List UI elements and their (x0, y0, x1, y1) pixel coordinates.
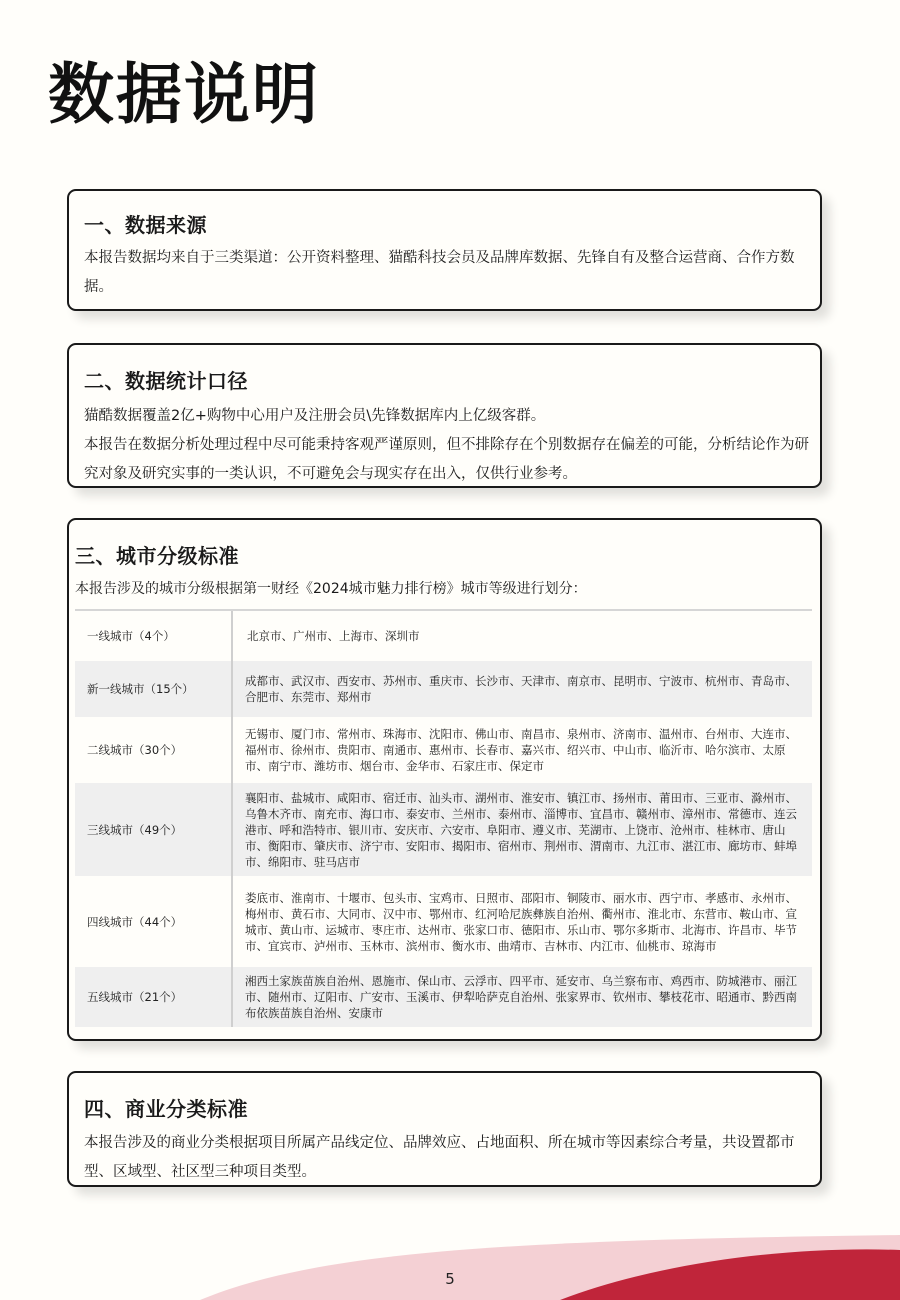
city-tier-table (75, 609, 812, 1027)
tier-name: 一线城市（4个） (87, 629, 175, 643)
page-title: 数据说明 (48, 56, 320, 133)
tier-name: 新一线城市（15个） (87, 682, 194, 696)
tier-cities: 娄底市、淮南市、十堰市、包头市、宝鸡市、日照市、邵阳市、铜陵市、丽水市、西宁市、孝感市、永州市、梅州市、黄石市、大同市、汉中市、鄂州市、红河哈尼族彝族自治州、衢州市、淮北市、东营市、鞍山市、宣城市、黄山市、运城市、枣庄市、达州市、张家口市、德阳市、乐山市、鄂尔多斯市、北海市、许昌市、毕节市、宜宾市、泸州市、玉林市、滨州市、衡水市、曲靖市、吉林市、内江市、仙桃市、琼海市 (231, 876, 812, 967)
table-row (75, 717, 812, 783)
data-scope-line: 猫酷数据覆盖2亿+购物中心用户及注册会员\先锋数据库内上亿级客群。 (84, 408, 546, 424)
data-source-card (67, 189, 822, 311)
tier-cities: 无锡市、厦门市、常州市、珠海市、沈阳市、佛山市、南昌市、泉州市、济南市、温州市、台州市、大连市、福州市、徐州市、贵阳市、南通市、惠州市、长春市、嘉兴市、绍兴市、中山市、临沂市、哈尔滨市、太原市、南宁市、潍坊市、烟台市、金华市、石家庄市、保定市 (231, 717, 812, 783)
city-tier-intro: 本报告涉及的城市分级根据第一财经《2024城市魅力排行榜》城市等级进行划分： (75, 581, 587, 597)
tier-cities: 北京市、广州市、上海市、深圳市 (231, 611, 812, 661)
data-scope-heading: 二、数据统计口径 (84, 369, 248, 393)
tier-cities: 成都市、武汉市、西安市、苏州市、重庆市、长沙市、天津市、南京市、昆明市、宁波市、杭州市、青岛市、合肥市、东莞市、郑州市 (231, 661, 812, 717)
business-category-card (67, 1071, 822, 1187)
table-row (75, 783, 812, 876)
data-source-body: 本报告数据均来自于三类渠道：公开资料整理、猫酷科技会员及品牌库数据、先锋自有及整合运营商、合作方数据。 (84, 250, 795, 295)
data-scope-line: 本报告在数据分析处理过程中尽可能秉持客观严谨原则，但不排除存在个别数据存在偏差的可能，分析结论作为研究对象及研究实事的一类认识，不可避免会与现实存在出入，仅供行业参考。 (84, 437, 809, 482)
tier-name: 二线城市（30个） (87, 743, 183, 757)
table-row (75, 661, 812, 717)
business-category-body: 本报告涉及的商业分类根据项目所属产品线定位、品牌效应、占地面积、所在城市等因素综合考量，共设置都市型、区域型、社区型三种项目类型。 (84, 1135, 795, 1180)
page-number: 5 (445, 1270, 455, 1288)
table-row (75, 967, 812, 1027)
data-source-heading: 一、数据来源 (84, 213, 207, 237)
city-tier-card (67, 518, 822, 1041)
tier-name: 五线城市（21个） (87, 990, 183, 1004)
city-tier-heading: 三、城市分级标准 (75, 544, 239, 568)
tier-cities: 湘西土家族苗族自治州、恩施市、保山市、云浮市、四平市、延安市、乌兰察布市、鸡西市、防城港市、丽江市、随州市、辽阳市、广安市、玉溪市、伊犁哈萨克自治州、张家界市、钦州市、攀枝花市、昭通市、黔西南布依族苗族自治州、安康市 (231, 967, 812, 1027)
table-row (75, 611, 812, 661)
tier-cities: 襄阳市、盐城市、咸阳市、宿迁市、汕头市、湖州市、淮安市、镇江市、扬州市、莆田市、三亚市、滁州市、乌鲁木齐市、南充市、海口市、泰安市、兰州市、泰州市、淄博市、宜昌市、赣州市、漳州市、常德市、连云港市、呼和浩特市、银川市、安庆市、六安市、阜阳市、遵义市、芜湖市、上饶市、沧州市、桂林市、唐山市、衡阳市、肇庆市、济宁市、安阳市、揭阳市、宿州市、荆州市、渭南市、九江市、湛江市、廊坊市、蚌埠市、绵阳市、驻马店市 (231, 783, 812, 876)
table-row (75, 876, 812, 967)
data-scope-card (67, 343, 822, 488)
tier-name: 三线城市（49个） (87, 822, 183, 837)
business-category-heading: 四、商业分类标准 (84, 1097, 248, 1121)
tier-name: 四线城市（44个） (87, 914, 183, 929)
